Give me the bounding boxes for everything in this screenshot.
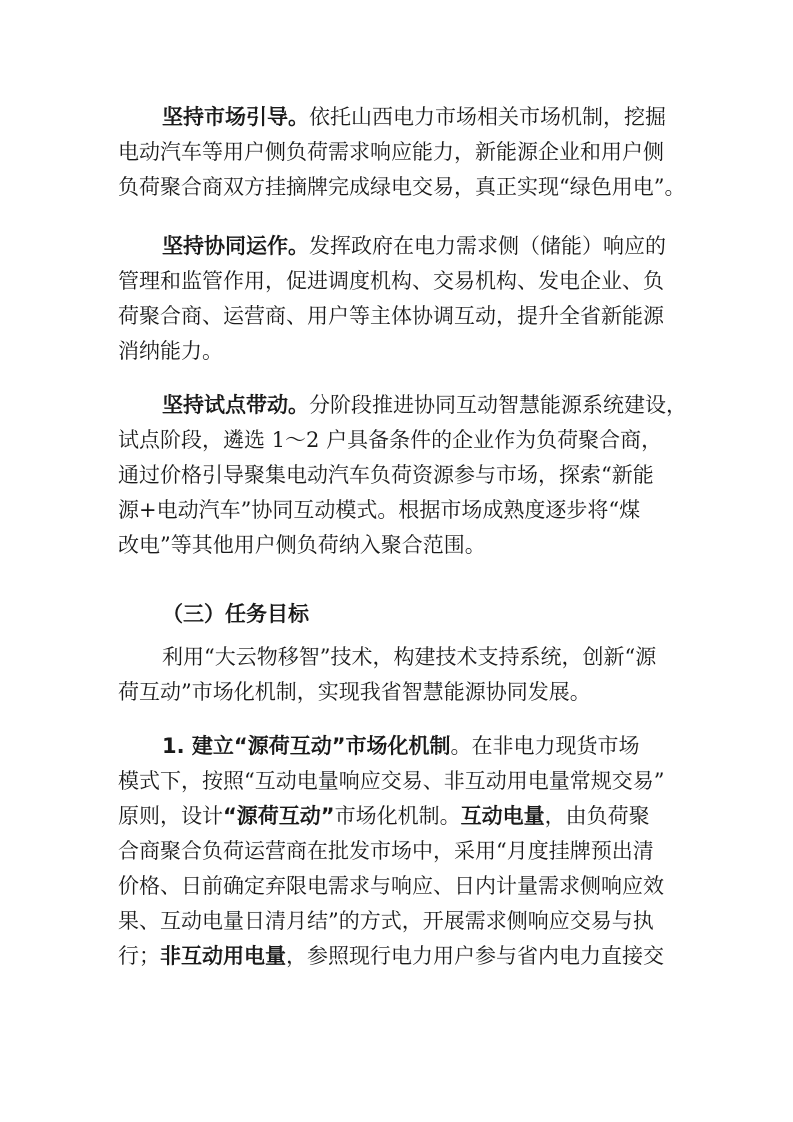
text-line (118, 729, 680, 764)
text-run: 负荷聚合商双方挂摘牌完成绿电交易，真正实现“绿色用电”。 (118, 175, 686, 199)
text-run: 消纳能力。 (118, 339, 223, 363)
paragraph-item-1-market-mechanism (118, 729, 680, 974)
text-line (118, 675, 680, 710)
text-run: 市场化机制。 (334, 804, 461, 828)
text-line (118, 597, 680, 632)
text-run: 源+电动汽车”协同互动模式。根据市场成熟度逐步将“煤 (118, 498, 641, 522)
text-run: 合商聚合负荷运营商在批发市场中，采用“月度挂牌预出清 (118, 839, 654, 863)
text-run: 。在非电力现货市场 (450, 734, 640, 758)
text-run: 通过价格引导聚集电动汽车负荷资源参与市场，探索“新能 (118, 463, 654, 487)
paragraph-coordinated-operation (118, 229, 680, 369)
text-run: 管理和监管作用，促进调度机构、交易机构、发电企业、负 (118, 269, 664, 293)
text-line (118, 229, 680, 264)
paragraph-pilot-leading (118, 388, 687, 563)
paragraph-market-guidance (118, 100, 686, 205)
bold-text-run: 坚持市场引导。 (162, 105, 309, 129)
bold-text-run: （三）任务目标 (162, 602, 309, 626)
text-line (118, 334, 680, 369)
section-heading-task-goals (118, 597, 680, 632)
text-run: 改电”等其他用户侧负荷纳入聚合范围。 (118, 533, 486, 557)
text-run: 原则，设计 (118, 804, 223, 828)
bold-text-run: 非互动用电量 (160, 944, 286, 968)
text-run: 发挥政府在电力需求侧（储能）响应的 (309, 234, 666, 258)
bold-text-run: “源荷互动” (223, 804, 335, 828)
text-run: 行； (118, 944, 160, 968)
text-run: 试点阶段，遴选 1～2 户具备条件的企业作为负荷聚合商， (118, 428, 663, 452)
text-run: 电动汽车等用户侧负荷需求响应能力，新能源企业和用户侧 (118, 140, 664, 164)
text-run: 果、互动电量日清月结”的方式，开展需求侧响应交易与执 (118, 909, 654, 933)
text-line (118, 264, 680, 299)
text-line (118, 640, 680, 675)
text-run: 荷互动”市场化机制，实现我省智慧能源协同发展。 (118, 680, 591, 704)
text-line (118, 299, 680, 334)
text-run: 价格、日前确定弃限电需求与响应、日内计量需求侧响应效 (118, 874, 664, 898)
text-run: 分阶段推进协同互动智慧能源系统建设， (309, 393, 687, 417)
text-line (118, 135, 680, 170)
text-line (118, 834, 680, 869)
text-run: 利用“大云物移智”技术，构建技术支持系统，创新“源 (162, 645, 657, 669)
paragraph-task-goals-intro (118, 640, 680, 710)
text-line (118, 493, 680, 528)
text-line (118, 170, 686, 205)
text-run: 模式下，按照“互动电量响应交易、非互动用电量常规交易” (118, 769, 665, 793)
text-run: 荷聚合商、运营商、用户等主体协调互动，提升全省新能源 (118, 304, 664, 328)
text-line (118, 764, 680, 799)
text-line (118, 100, 680, 135)
text-line (118, 458, 680, 493)
text-line (118, 904, 680, 939)
text-run: ，参照现行电力用户参与省内电力直接交 (286, 944, 664, 968)
bold-text-run: 互动电量 (460, 804, 545, 828)
document-body (118, 0, 687, 1122)
bold-text-run: 坚持协同运作。 (162, 234, 309, 258)
text-line (118, 799, 680, 834)
text-line (118, 939, 680, 974)
text-run: ，由负荷聚 (544, 804, 650, 828)
bold-text-run: 1. 建立“源荷互动”市场化机制 (162, 734, 451, 758)
bold-text-run: 坚持试点带动。 (162, 393, 309, 417)
text-line (118, 423, 680, 458)
text-line (118, 869, 680, 904)
text-line (118, 388, 687, 423)
text-run: 依托山西电力市场相关市场机制，挖掘 (309, 105, 666, 129)
text-line (118, 528, 680, 563)
